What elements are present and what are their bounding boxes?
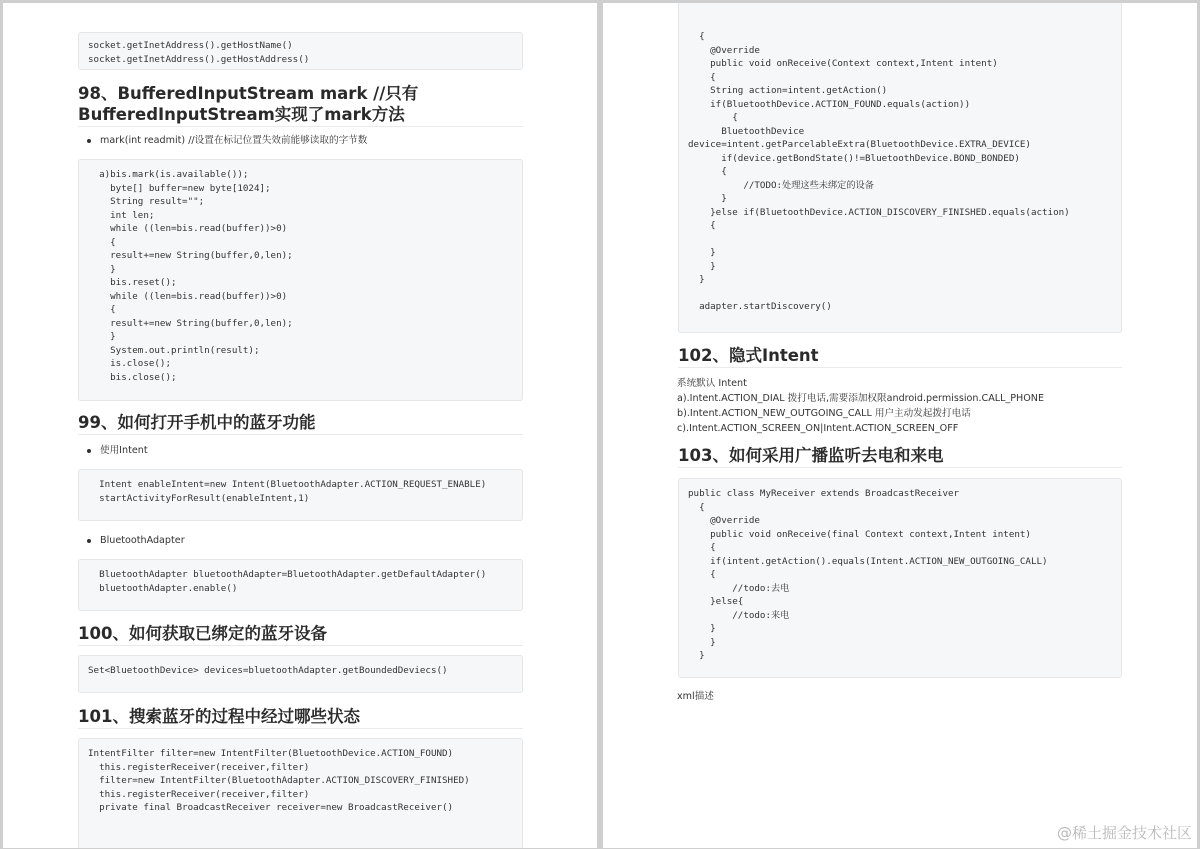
implicit-line-3: c).Intent.ACTION_SCREEN_ON|Intent.ACTION_SCREEN_OFF <box>677 423 959 434</box>
code-block-mark: a)bis.mark(is.available()); byte[] buffer=new byte[1024]; String result=""; int len; while ((len=bis.read(buffer))>0) { result+=new String(buffer,0,len); } bis.reset(); while ((len=bis.read(buffer))>0) { result+=new String(buffer,0,len); } System.out.println(result); is.close(); bis.close(); <box>78 159 523 401</box>
heading-99: 99、如何打开手机中的蓝牙功能 <box>78 412 523 435</box>
right-page <box>603 3 1197 848</box>
list-item-adapter: BluetoothAdapter <box>78 534 523 547</box>
left-page <box>3 3 597 848</box>
implicit-intent-text <box>677 376 1127 436</box>
code-block-call: public class MyReceiver extends BroadcastReceiver { @Override public void onReceive(final Context context,Intent intent) { if(intent.getAction().equals(Intent.ACTION_NEW_OUTGOING_CALL) { //todo:去电 }else{ //todo:来电 } } } <box>678 478 1122 678</box>
implicit-line-2: b).Intent.ACTION_NEW_OUTGOING_CALL 用户主动发起拨打电话 <box>677 408 971 419</box>
watermark: @稀土掘金技术社区 <box>1056 824 1192 842</box>
implicit-line-0: 系统默认 Intent <box>677 378 747 389</box>
list-item-intent: 使用Intent <box>78 444 523 457</box>
code-block-discovery: IntentFilter filter=new IntentFilter(BluetoothDevice.ACTION_FOUND) this.registerReceiver(receiver,filter) filter=new IntentFilter(BluetoothAdapter.ACTION_DISCOVERY_FINISHED) this.registerReceiver(receiver,filter) private final BroadcastReceiver receiver=new BroadcastReceiver() <box>78 738 523 848</box>
code-block-bonded: Set<BluetoothDevice> devices=bluetoothAdapter.getBoundedDeviecs() <box>78 655 523 693</box>
heading-102: 102、隐式Intent <box>678 345 1122 368</box>
code-block-socket: socket.getInetAddress().getHostName() socket.getInetAddress().getHostAddress() <box>78 32 523 70</box>
list-item-mark: mark(int readmit) //设置在标记位置失效前能够读取的字节数 <box>78 134 523 147</box>
xml-description: xml描述 <box>677 691 714 702</box>
implicit-line-1: a).Intent.ACTION_DIAL 拨打电话,需要添加权限android.permission.CALL_PHONE <box>677 393 1045 404</box>
code-block-adapter: BluetoothAdapter bluetoothAdapter=BluetoothAdapter.getDefaultAdapter() bluetoothAdapter.enable() <box>78 559 523 611</box>
heading-101: 101、搜索蓝牙的过程中经过哪些状态 <box>78 706 523 729</box>
code-block-receiver: { @Override public void onReceive(Context context,Intent intent) { String action=intent.getAction() if(BluetoothDevice.ACTION_FOUND.equals(action)) { BluetoothDevice device=intent.getParcelableExtra(BluetoothDevice.EXTRA_DEVICE) if(device.getBondState()!=BluetoothDevice.BOND_BONDED) { //TODO:处理这些未绑定的设备 } }else if(BluetoothDevice.ACTION_DISCOVERY_FINISHED.equals(action) { } } } adapter.startDiscovery() <box>678 3 1122 333</box>
code-block-intent: Intent enableIntent=new Intent(BluetoothAdapter.ACTION_REQUEST_ENABLE) startActivityForResult(enableIntent,1) <box>78 469 523 521</box>
heading-98: 98、BufferedInputStream mark //只有 BufferedInputStream实现了mark方法 <box>78 83 523 127</box>
heading-100: 100、如何获取已绑定的蓝牙设备 <box>78 623 523 646</box>
heading-103: 103、如何采用广播监听去电和来电 <box>678 445 1122 468</box>
